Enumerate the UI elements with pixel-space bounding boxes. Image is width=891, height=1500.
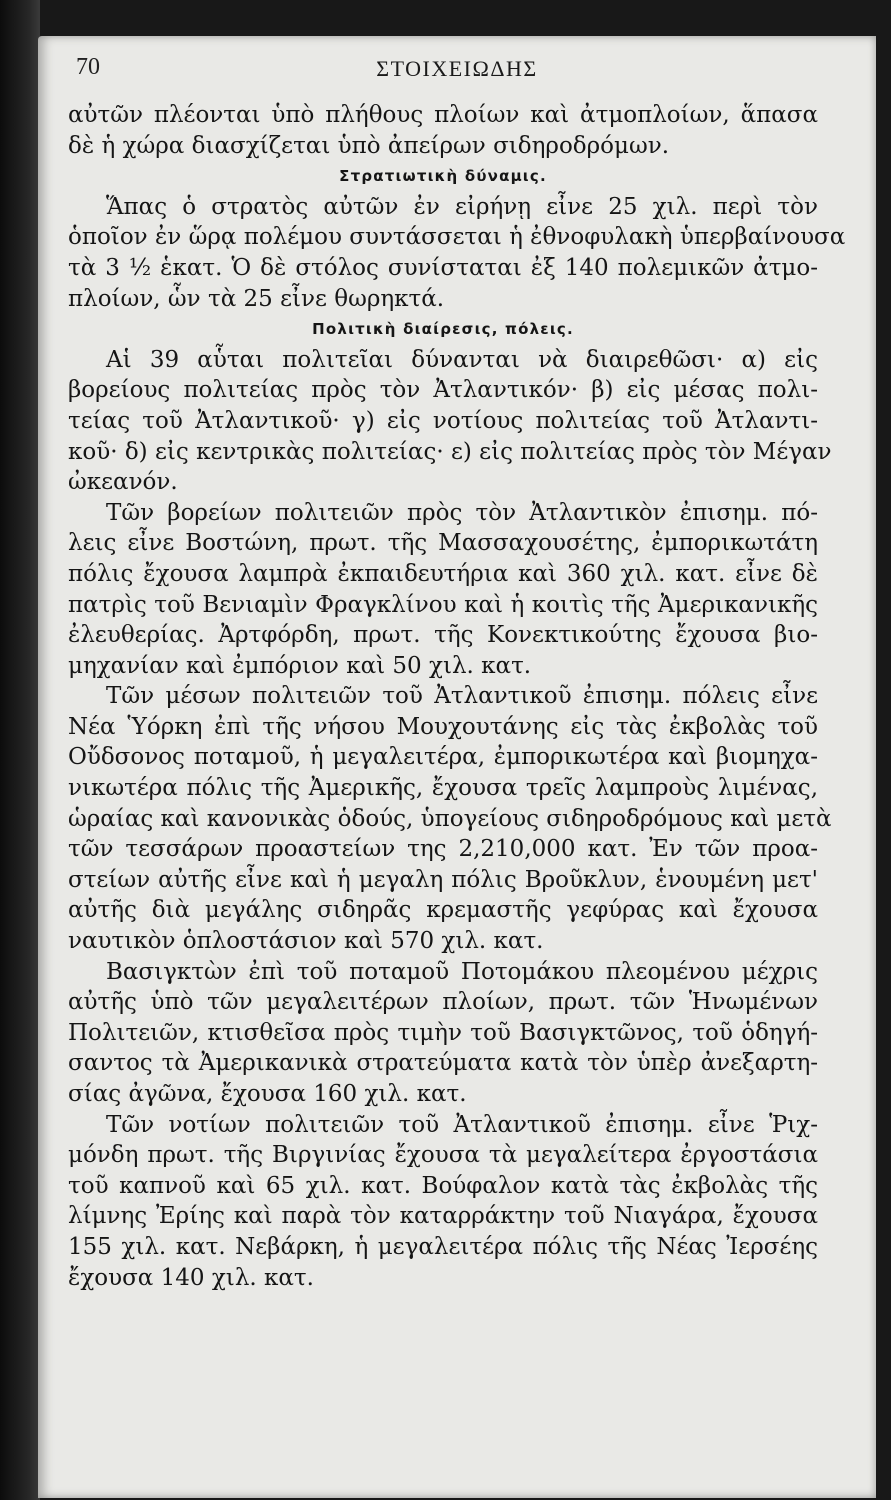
text-line: Νέα Ὑόρκη ἐπὶ τῆς νήσου Μουχουτάνης εἰς τὰς ἐκβολὰς τοῦ [68, 713, 818, 740]
text-line: αὐτῆς ὑπὸ τῶν μεγαλειτέρων πλοίων, πρωτ. τῶν Ἡνωμένων [68, 989, 818, 1016]
text-line: Τῶν βορείων πολιτειῶν πρὸς τὸν Ἀτλαντικὸν ἐπισημ. πό- [106, 499, 818, 526]
text-line: ἐλευθερίας. Ἀρτφόρδη, πρωτ. τῆς Κονεκτικούτης ἔχουσα βιο- [68, 622, 818, 649]
scan-background [0, 0, 40, 1500]
text-line: ὡραίας καὶ κανονικὰς ὁδούς, ὑπογείους σιδηροδρόμους καὶ μετὰ [68, 805, 832, 832]
page-body [68, 100, 846, 1293]
text-line: αὐτῆς διὰ μεγάλης σιδηρᾶς κρεμαστῆς γεφύρας καὶ ἔχουσα [68, 897, 818, 924]
text-line: αὐτῶν πλέονται ὑπὸ πλήθους πλοίων καὶ ἀτμοπλοίων, ἅπασα [68, 102, 818, 128]
text-line: Βασιγκτὼν ἐπὶ τοῦ ποταμοῦ Ποτομάκου πλεομένου μέχρις [106, 958, 818, 985]
text-line: λίμνης Ἐρίης καὶ παρὰ τὸν καταρράκτην τοῦ Νιαγάρα, ἔχουσα [68, 1203, 818, 1230]
text-line: μόνδη πρωτ. τῆς Βιργινίας ἔχουσα τὰ μεγαλείτερα ἐργοστάσια [68, 1142, 818, 1169]
section-heading-political-division: Πολιτικὴ διαίρεσις, πόλεις. [312, 320, 574, 339]
text-line: ναυτικὸν ὁπλοστάσιον καὶ 570 χιλ. κατ. [68, 928, 544, 955]
text-line: βορείους πολιτείας πρὸς τὸν Ἀτλαντικόν· β) εἰς μέσας πολι- [68, 377, 818, 404]
text-line: πόλις ἔχουσα λαμπρὰ ἐκπαιδευτήρια καὶ 360 χιλ. κατ. εἶνε δὲ [68, 560, 818, 587]
text-line: Τῶν νοτίων πολιτειῶν τοῦ Ἀτλαντικοῦ ἐπισημ. εἶνε Ῥιχ- [106, 1111, 818, 1138]
text-line: τείας τοῦ Ἀτλαντικοῦ· γ) εἰς νοτίους πολιτείας τοῦ Ἀτλαντι- [68, 407, 818, 434]
section-heading-military: Στρατιωτικὴ δύναμις. [339, 167, 547, 186]
text-line: τοῦ καπνοῦ καὶ 65 χιλ. κατ. Βούφαλον κατὰ τὰς ἐκβολὰς τῆς [68, 1172, 818, 1199]
text-line: Τῶν μέσων πολιτειῶν τοῦ Ἀτλαντικοῦ ἐπισημ. πόλεις εἶνε [106, 683, 818, 710]
text-line: κοῦ· δ) εἰς κεντρικὰς πολιτείας· ε) εἰς πολιτείας πρὸς τὸν Μέγαν [68, 438, 832, 465]
text-line: τὰ 3 ½ ἑκατ. Ὁ δὲ στόλος συνίσταται ἐξ 140 πολεμικῶν ἀτμο- [68, 254, 818, 281]
text-line: Αἱ 39 αὗται πολιτεῖαι δύνανται νὰ διαιρεθῶσι· α) εἰς [106, 346, 818, 373]
text-line: δὲ ἡ χώρα διασχίζεται ὑπὸ ἀπείρων σιδηροδρόμων. [68, 132, 669, 159]
text-line: ἔχουσα 140 χιλ. κατ. [68, 1264, 314, 1291]
text-line: ὁποῖον ἐν ὥρᾳ πολέμου συντάσσεται ἡ ἐθνοφυλακὴ ὑπερβαίνουσα [68, 224, 846, 251]
text-line: μηχανίαν καὶ ἐμπόριον καὶ 50 χιλ. κατ. [68, 652, 532, 679]
text-line: Ἅπας ὁ στρατὸς αὐτῶν ἐν εἰρήνῃ εἶνε 25 χιλ. περὶ τὸν [106, 193, 818, 220]
text-line: Πολιτειῶν, κτισθεῖσα πρὸς τιμὴν τοῦ Βασιγκτῶνος, τοῦ ὁδηγή- [68, 1019, 818, 1046]
text-line: πατρὶς τοῦ Βενιαμὶν Φραγκλίνου καὶ ἡ κοιτὶς τῆς Ἀμερικανικῆς [68, 591, 818, 618]
text-line: νικωτέρα πόλις τῆς Ἀμερικῆς, ἔχουσα τρεῖς λαμπροὺς λιμένας, [68, 775, 818, 802]
book-page [38, 36, 876, 1498]
text-line: πλοίων, ὧν τὰ 25 εἶνε θωρηκτά. [68, 285, 445, 312]
text-line: τῶν τεσσάρων προαστείων της 2,210,000 κατ. Ἐν τῶν προα- [68, 836, 818, 863]
text-line: 155 χιλ. κατ. Νεβάρκη, ἡ μεγαλειτέρα πόλις τῆς Νέας Ἰερσέης [68, 1233, 818, 1260]
text-line: ὠκεανόν. [68, 469, 178, 496]
text-line: στείων αὐτῆς εἶνε καὶ ἡ μεγαλη πόλις Βροῦκλυν, ἑνουμένη μετ' [68, 866, 818, 893]
page-number: 70 [76, 54, 100, 80]
page-header [38, 50, 876, 90]
running-title: ΣΤΟΙΧΕΙΩΔΗΣ [376, 56, 538, 81]
text-line: σαντος τὰ Ἀμερικανικὰ στρατεύματα κατὰ τὸν ὑπὲρ ἀνεξαρτη- [68, 1050, 818, 1077]
text-line: λεις εἶνε Βοστώνη, πρωτ. τῆς Μασσαχουσέτης, ἐμπορικωτάτη [68, 530, 818, 557]
text-line: Οὔδσονος ποταμοῦ, ἡ μεγαλειτέρα, ἐμπορικωτέρα καὶ βιομηχα- [68, 744, 818, 771]
text-line: σίας ἀγῶνα, ἔχουσα 160 χιλ. κατ. [68, 1081, 467, 1107]
